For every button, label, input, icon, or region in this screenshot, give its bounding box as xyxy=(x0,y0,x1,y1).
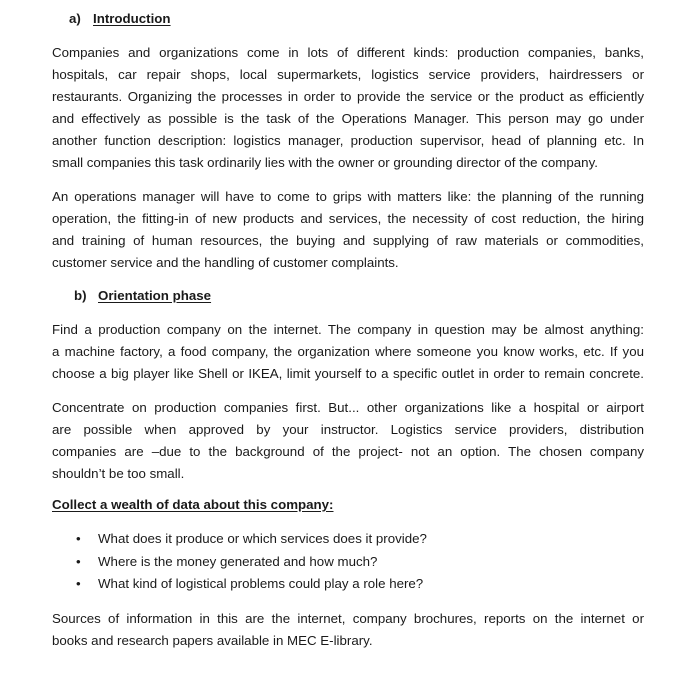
document-page xyxy=(52,8,644,652)
list-item xyxy=(52,528,644,551)
section-title: Introduction xyxy=(93,11,171,26)
section-number: a) xyxy=(69,11,81,26)
text-line: restaurants. Organizing the processes in order to provide the service or the product as efficiently xyxy=(52,89,644,104)
text-line: customer service and the handling of customer complaints. xyxy=(52,255,399,270)
text-line: books and research papers available in MEC E-library. xyxy=(52,632,373,648)
paragraph-intro-1 xyxy=(52,42,644,174)
list-item-text: What does it produce or which services does it provide? xyxy=(98,531,427,546)
text-line: shouldn’t be too small. xyxy=(52,466,185,481)
section-number: b) xyxy=(74,288,87,303)
text-line: operation, the fitting-in of new products and services, the necessity of cost reduction, the hiring xyxy=(52,211,644,226)
list-item xyxy=(52,573,644,596)
text-line: are possible when approved by your instructor. Logistics service providers, distribution xyxy=(52,422,644,437)
text-line: Concentrate on production companies first. But... other organizations like a hospital or airport xyxy=(52,400,644,415)
section-heading-orientation xyxy=(74,285,644,307)
text-line: small companies this task ordinarily lies with the owner or grounding director of the company. xyxy=(52,155,598,170)
text-line: hospitals, car repair shops, local supermarkets, logistics service providers, hairdressers or xyxy=(52,67,644,82)
collect-data-heading-text: Collect a wealth of data about this company: xyxy=(52,497,334,512)
list-item-text: Where is the money generated and how much? xyxy=(98,553,378,569)
paragraph-sources xyxy=(52,608,644,652)
list-item-text: What kind of logistical problems could play a role here? xyxy=(98,576,424,591)
text-line: and training of human resources, the buying and supplying of raw materials or commodities, xyxy=(52,233,644,248)
text-line: An operations manager will have to come to grips with matters like: the planning of the running xyxy=(52,189,644,204)
bullet-icon: • xyxy=(76,553,81,569)
text-line: Find a production company on the internet. The company in question may be almost anything: xyxy=(52,322,644,337)
text-line: companies are –due to the background of the project- not an option. The chosen company xyxy=(52,444,644,459)
text-line: Companies and organizations come in lots of different kinds: production companies, banks, xyxy=(52,45,644,60)
section-heading-introduction xyxy=(69,8,644,30)
text-line: and effectively as possible is the task of the Operations Manager. This person may go under xyxy=(52,111,644,126)
list-item xyxy=(52,551,644,574)
collect-data-heading xyxy=(52,494,644,516)
text-line: a machine factory, a food company, the organization where someone you know works, etc. If you xyxy=(52,344,644,359)
text-line: Sources of information in this are the internet, company brochures, reports on the internet or xyxy=(52,610,644,626)
section-title: Orientation phase xyxy=(98,288,212,303)
paragraph-orientation-1 xyxy=(52,319,644,385)
text-line: another function description: logistics manager, production supervisor, head of planning etc. In xyxy=(52,133,644,148)
question-list xyxy=(52,528,644,596)
bullet-icon: • xyxy=(76,531,81,546)
text-line: choose a big player like Shell or IKEA, limit yourself to a specific outlet in order to remain concrete. xyxy=(52,366,644,381)
paragraph-intro-2 xyxy=(52,186,644,274)
bullet-icon: • xyxy=(76,576,81,591)
paragraph-orientation-2 xyxy=(52,397,644,485)
